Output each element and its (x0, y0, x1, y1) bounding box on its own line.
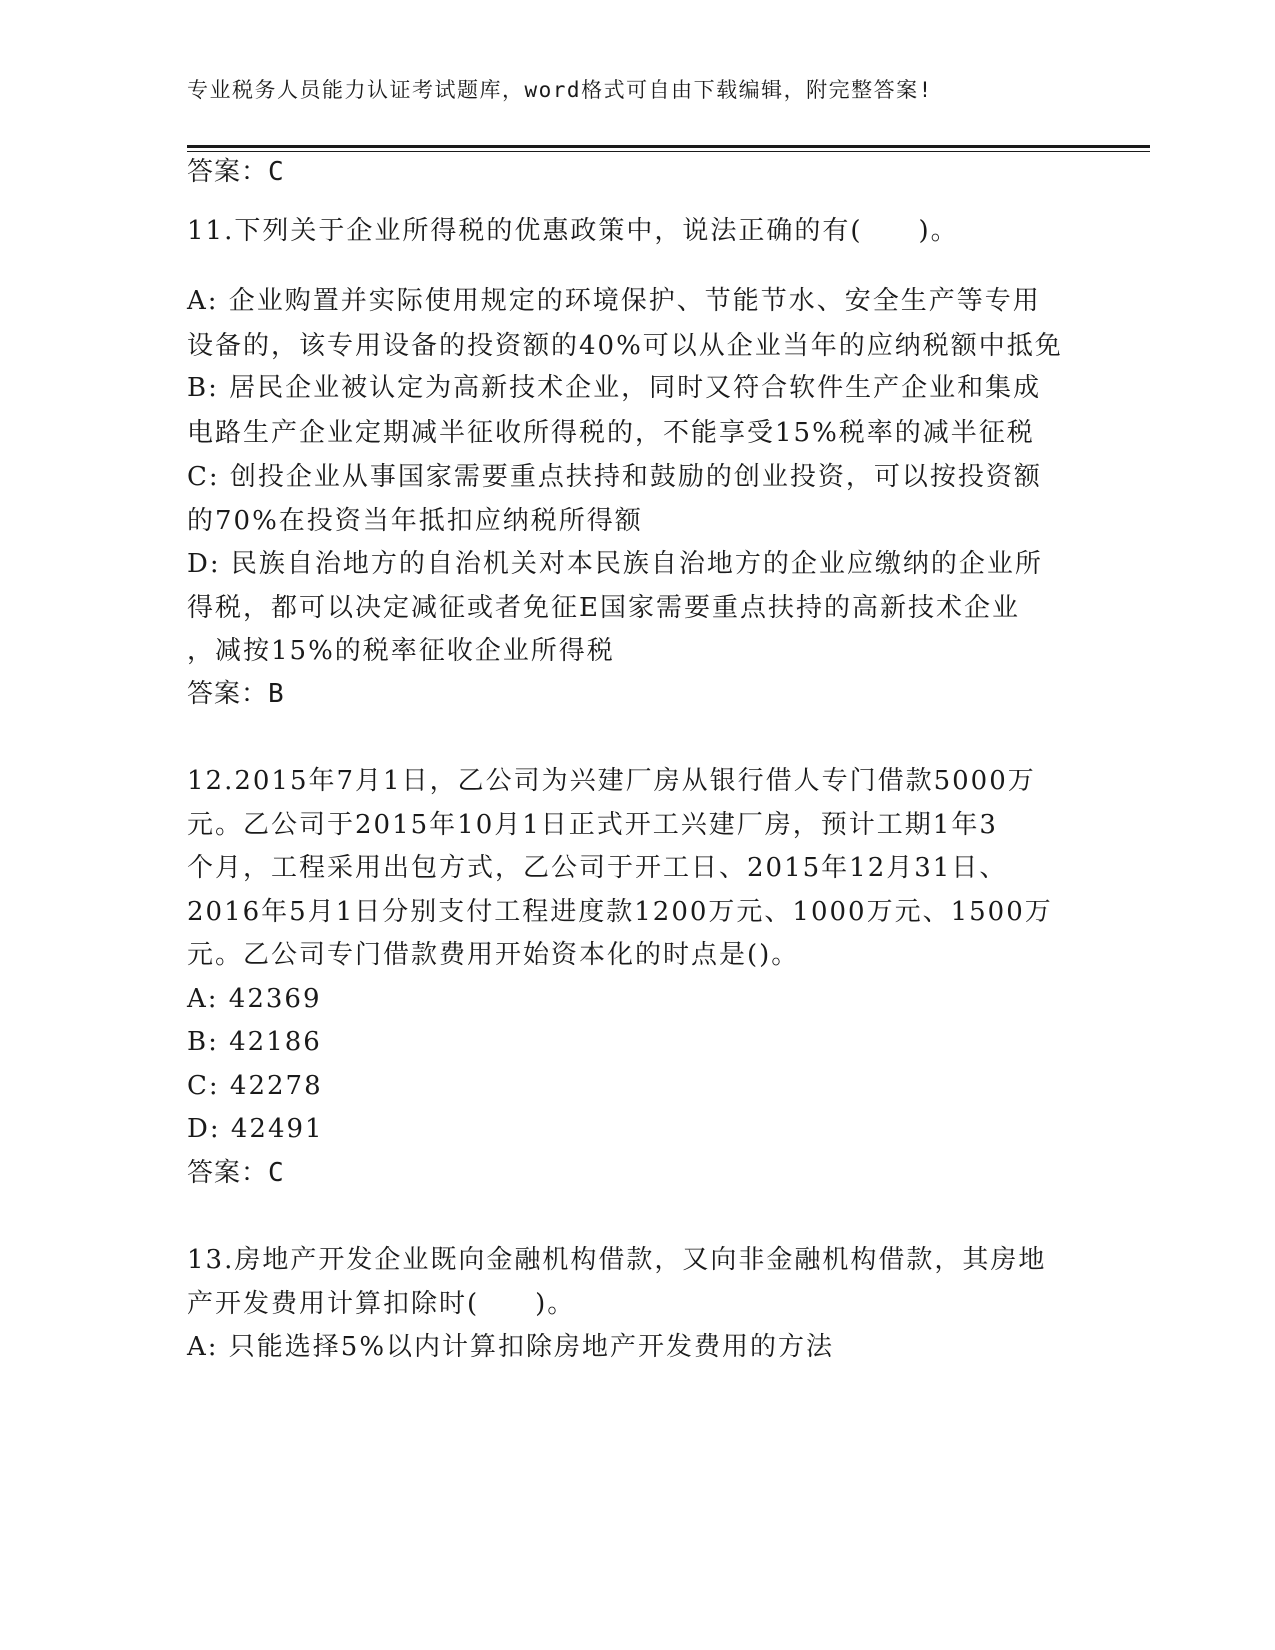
q11-option-d-line3: ，减按15%的税率征收企业所得税 (187, 636, 615, 666)
q11-option-d-line2: 得税，都可以决定减征或者免征E国家需要重点扶持的高新技术企业 (187, 593, 1020, 623)
q12-stem-line1: 12.2015年7月1日，乙公司为兴建厂房从银行借人专门借款5000万 (187, 766, 1036, 796)
answer-prev: 答案：C (187, 157, 285, 187)
q13-stem-line2: 产开发费用计算扣除时( )。 (187, 1289, 576, 1319)
header-rule-thin (187, 151, 1150, 152)
q11-option-c-line1: C: 创投企业从事国家需要重点扶持和鼓励的创业投资，可以按投资额 (187, 462, 1042, 492)
q11-option-d-line1: D: 民族自治地方的自治机关对本民族自治地方的企业应缴纳的企业所 (187, 549, 1043, 579)
document-header: 专业税务人员能力认证考试题库，word格式可自由下载编辑，附完整答案! (187, 78, 933, 102)
q12-stem-line4: 2016年5月1日分别支付工程进度款1200万元、1000万元、1500万 (187, 897, 1053, 927)
q12-option-a: A: 42369 (187, 984, 322, 1014)
q11-option-a-line1: A: 企业购置并实际使用规定的环境保护、节能节水、安全生产等专用 (187, 286, 1041, 316)
q13-stem-line1: 13.房地产开发企业既向金融机构借款，又向非金融机构借款，其房地 (187, 1245, 1047, 1275)
q11-answer: 答案：B (187, 679, 285, 709)
q12-option-d: D: 42491 (187, 1114, 324, 1144)
q13-option-a: A: 只能选择5%以内计算扣除房地产开发费用的方法 (187, 1332, 835, 1362)
q11-option-c-line2: 的70%在投资当年抵扣应纳税所得额 (187, 506, 643, 536)
q11-option-a-line2: 设备的，该专用设备的投资额的40%可以从企业当年的应纳税额中抵免 (187, 331, 1063, 361)
q12-stem-line3: 个月，工程采用出包方式，乙公司于开工日、2015年12月31日、 (187, 853, 1008, 883)
q12-option-c: C: 42278 (187, 1071, 323, 1101)
q11-stem: 11.下列关于企业所得税的优惠政策中，说法正确的有( )。 (187, 216, 959, 246)
header-rule-thick (187, 145, 1150, 148)
q12-stem-line2: 元。乙公司于2015年10月1日正式开工兴建厂房，预计工期1年3 (187, 810, 998, 840)
q12-option-b: B: 42186 (187, 1027, 322, 1057)
q12-answer: 答案：C (187, 1158, 285, 1188)
q12-stem-line5: 元。乙公司专门借款费用开始资本化的时点是()。 (187, 940, 800, 970)
q11-option-b-line1: B: 居民企业被认定为高新技术企业，同时又符合软件生产企业和集成 (187, 373, 1042, 403)
q11-option-b-line2: 电路生产企业定期减半征收所得税的，不能享受15%税率的减半征税 (187, 418, 1035, 448)
